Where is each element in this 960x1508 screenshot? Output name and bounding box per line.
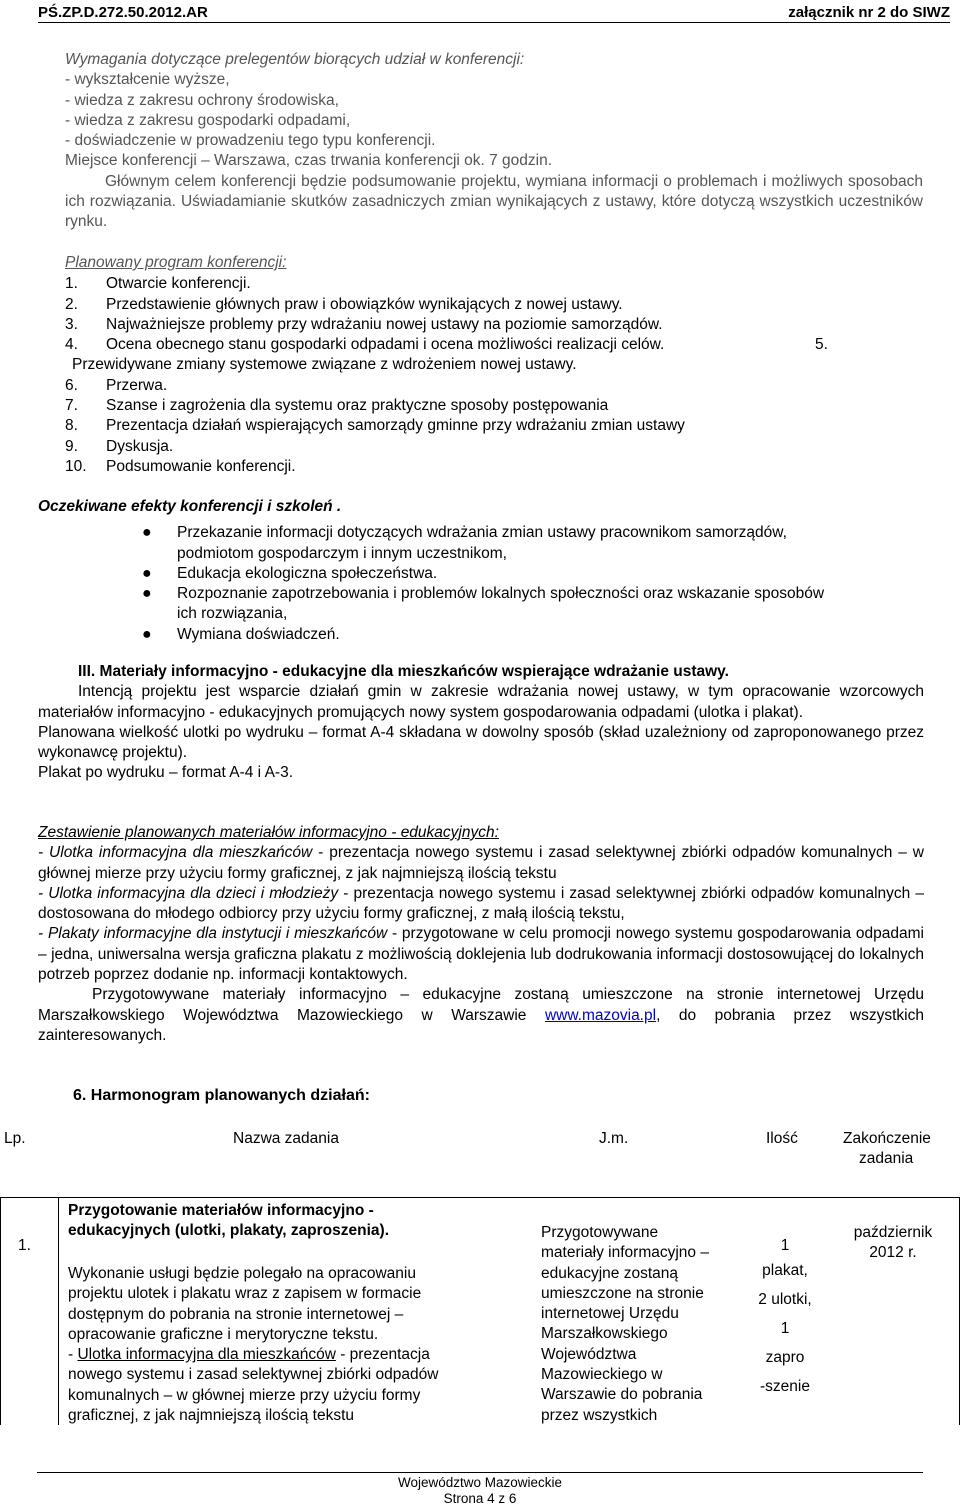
item-number: 3. [65,315,78,333]
task-title [68,1201,528,1242]
desc-line: dostępnym do pobrania na stronie internetowej – [68,1305,404,1323]
desc-line: komunalnych – w głównej mierze przy użyciu formy [68,1386,421,1404]
task-title-line: Przygotowanie materiałów informacyjno - [68,1202,374,1219]
item-text: podmiotom gospodarczym i innym uczestnikom, [177,544,507,562]
footer-divider [37,1472,923,1473]
item-text: Przekazanie informacji dotyczących wdrażania zmian ustawy pracownikom samorządów, [177,524,787,542]
item-number: 5. [815,336,828,354]
qty-line: -szenie [760,1378,810,1395]
unit-line: przez wszystkich [541,1406,658,1424]
effects-list [38,523,918,645]
end-line: 2012 r. [869,1244,917,1262]
item-text: Przerwa. [106,376,168,394]
bullet-icon: ● [142,524,152,542]
col-header-name: Nazwa zadania [233,1130,339,1147]
conference-goal [65,172,923,233]
program-item [65,315,935,335]
program-item [65,335,935,355]
item-text: Przewidywane zmiany systemowe związane z wdrożeniem nowej ustawy. [72,356,577,374]
desc-line: opracowanie graficzne i merytoryczne tekstu. [68,1325,379,1343]
speaker-requirements [65,50,923,233]
item-text: Rozpoznanie zapotrzebowania i problemów lokalnych społeczności oraz wskazanie sposobów [177,585,825,603]
item-text: ich rozwiązania, [177,605,288,623]
material-name: - Ulotka informacyjna dla mieszkańców [38,844,313,862]
task-end-date [838,1223,948,1264]
requirement-item: - wiedza z zakresu ochrony środowiska, [65,91,339,109]
item-text: Prezentacja działań wspierających samorządy gminne przy wdrażaniu zmian ustawy [106,417,685,435]
item-text: Wymiana doświadczeń. [177,625,340,643]
desc-line: projektu ulotek i plakatu wraz z zapisem w formacie [68,1285,422,1303]
unit-line: Marszałkowskiego [541,1325,668,1343]
item-text: Dyskusja. [106,437,174,455]
materials-title: Zestawienie planowanych materiałów informacyjno - edukacyjnych: [38,824,499,841]
attachment-label: załącznik nr 2 do SIWZ [788,4,950,21]
goal-text: Głównym celem konferencji będzie podsumowanie projektu, wymiana informacji o problemach i możliwych sposobach ich rozwiązania. [65,172,923,211]
desc-part: - [68,1346,78,1364]
page-footer [0,1475,960,1507]
paragraph: Planowana wielkość ulotki po wydruku – format A-4 składana w dowolny sposób (skład uzależniony od zaproponowanego przez wykonawcę projektu). [38,723,924,762]
end-line: październik [853,1224,933,1241]
item-text: Ocena obecnego stanu gospodarki odpadami i ocena możliwości realizacji celów. [106,336,665,354]
desc-line: nowego systemu i zasad selektywnej zbiórki odpadów [68,1366,439,1384]
materials-list [38,823,924,1046]
col-header-jm: J.m. [599,1130,629,1147]
item-number: 6. [65,376,78,394]
page-number: Strona 4 z 6 [443,1491,517,1506]
program-item [65,376,935,396]
material-item [38,924,924,985]
paragraph [38,985,924,1046]
task-description [68,1264,538,1426]
item-number: 7. [65,397,78,415]
material-name: - Plakaty informacyjne dla instytucji i mieszkańców [38,925,388,943]
item-number: 9. [65,437,78,455]
desc-line: Wykonanie usługi będzie polegało na opracowaniu [68,1265,416,1282]
table-border [58,1197,59,1425]
col-header-qty: Ilość [766,1130,798,1147]
item-number: 2. [65,295,78,313]
effects-title: Oczekiwane efekty konferencji i szkoleń . [38,498,342,515]
section-title: III. Materiały informacyjno - edukacyjne dla mieszkańców wspierające wdrażanie ustawy. [78,663,729,680]
item-text: Szanse i zagrożenia dla systemu oraz praktyczne sposoby postępowania [106,397,609,415]
paragraph-text: Przygotowywane materiały informacyjno – edukacyjne zostaną umieszczone na stronie internetowej Urzędu Marszałkowskiego Województwa Mazowieckiego w Warszawie [38,986,924,1024]
desc-part: - prezentacja [335,1346,430,1364]
qty-line: plakat, [762,1262,808,1279]
table-border [0,1197,1,1425]
bullet-icon: ● [142,564,152,582]
program-item [65,274,935,294]
program-item [65,295,935,315]
bullet-icon: ● [142,625,152,643]
paragraph: Plakat po wydruku – format A-4 i A-3. [38,764,294,782]
footer-org: Województwo Mazowieckie [397,1475,563,1490]
unit-line: Województwa [541,1345,637,1363]
qty-line: zapro [765,1349,805,1366]
row-lp: 1. [18,1237,31,1254]
material-desc: - przygotowane w celu promocji nowego systemu gospodarowania odpadami – jedna, uniwersalna wersja graficzna plakatu z możliwością doklejenia lub dodrukowania informacji dostosowującej do lokalnych potrzeb poprzez dodanie np. informacji kontaktowych. [38,925,924,984]
header-divider [38,22,950,23]
item-text: Edukacja ekologiczna społeczeństwa. [177,564,438,582]
mazovia-link[interactable]: www.mazovia.pl [544,1006,657,1024]
bullet-icon: ● [142,585,152,603]
program-item [65,437,935,457]
conference-place: Miejsce konferencji – Warszawa, czas trwania konferencji ok. 7 godzin. [65,152,553,170]
program-item [65,457,935,477]
requirement-item: - wykształcenie wyższe, [65,71,230,89]
desc-part: Ulotka informacyjna dla mieszkańców [77,1346,336,1364]
page-header [38,3,950,23]
requirement-item: - doświadczenie w prowadzeniu tego typu konferencji. [65,132,436,150]
material-name: - Ulotka informacyjna dla dzieci i młodzieży [38,884,339,902]
qty-line: 1 [780,1320,790,1337]
task-title-line: edukacyjnych (ulotki, plakaty, zaproszenia). [68,1222,390,1240]
item-text: Najważniejsze problemy przy wdrażaniu nowej ustawy na poziomie samorządów. [106,315,663,333]
item-text: Otwarcie konferencji. [106,275,251,293]
section-materials [38,662,924,784]
col-header-end: Zakończenie [843,1130,931,1147]
expected-effects [38,497,918,645]
table-divider [0,1197,960,1198]
col-header-end-2: zadania [859,1150,914,1167]
material-item [38,884,924,925]
program-item [65,396,935,416]
item-text: Przedstawienie głównych praw i obowiązków wynikających z nowej ustawy. [106,295,623,313]
conference-program [65,253,935,477]
unit-line: materiały informacyjno – [541,1244,709,1262]
item-number: 8. [65,417,78,435]
item-number: 4. [65,336,78,354]
requirement-item: - wiedza z zakresu gospodarki odpadami, [65,111,351,129]
task-unit [541,1223,741,1426]
item-text: Podsumowanie konferencji. [106,457,296,475]
list-item [38,584,918,625]
material-item [38,843,924,884]
qty-line: 1 [780,1237,790,1254]
unit-line: Warszawie do pobrania [541,1386,703,1404]
item-number: 1. [65,275,78,293]
material-desc: - prezentacja nowego systemu i zasad selektywnej zbiórki odpadów komunalnych – w głównej mierze przy użyciu formy graficznej, z jak najmniejszą ilością tekstu [38,844,925,882]
program-item [65,416,935,436]
document-reference: PŚ.ZP.D.272.50.2012.AR [38,4,208,21]
unit-line: Mazowieckiego w [541,1366,663,1384]
list-item [38,625,918,645]
goal-text-2: Uświadamianie skutków zasadniczych zmian wynikających z ustawy, które dotyczą wszystkich uczestników rynku. [65,193,924,231]
paragraph: Intencją projektu jest wsparcie działań gmin w zakresie wdrażania nowej ustawy, w tym opracowanie wzorcowych materiałów informacyjno - edukacyjnych promujących nowy system gospodarowania odpadami (ulotka i plakat). [38,683,924,721]
list-item [38,523,918,564]
qty-line: 2 ulotki, [758,1291,812,1308]
task-quantity [745,1235,825,1397]
unit-line: edukacyjne zostaną [541,1264,679,1282]
unit-line: Przygotowywane [541,1224,659,1241]
unit-line: internetowej Urzędu [541,1305,679,1323]
material-desc: - prezentacja nowego systemu i zasad selektywnej zbiórki odpadów komunalnych – dostosowana do młodego odbiorcy przy użyciu formy graficznej, z małą ilością tekstu, [38,884,924,923]
requirements-title: Wymagania dotyczące prelegentów biorących udział w konferencji: [65,51,525,68]
list-item [38,564,918,584]
col-header-lp: Lp. [4,1130,26,1147]
program-title: Planowany program konferencji: [65,254,287,271]
item-number: 10. [65,457,87,475]
desc-line [68,1345,538,1365]
desc-line: graficznej, z jak najmniejszą ilością tekstu [68,1407,355,1425]
paragraph-text: , do pobrania przez wszystkich zainteresowanych. [38,1006,924,1044]
unit-line: umieszczone na stronie [541,1284,704,1302]
schedule-title: 6. Harmonogram planowanych działań: [73,1087,370,1104]
